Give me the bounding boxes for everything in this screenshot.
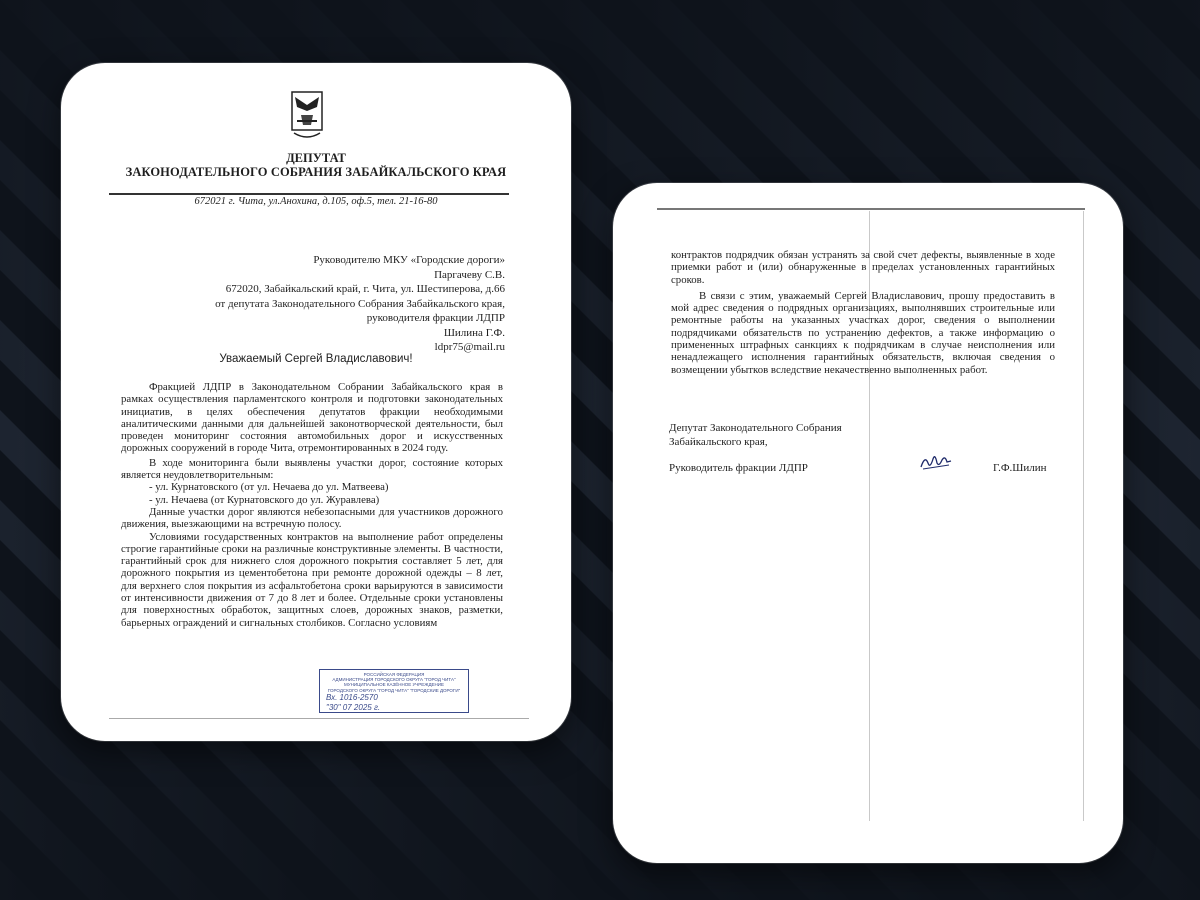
recipient-line: Паргачеву С.В. bbox=[434, 268, 505, 281]
recipient-line: руководителя фракции ЛДПР bbox=[366, 312, 505, 324]
letterhead-rule bbox=[109, 193, 509, 195]
body-paragraph: контрактов подрядчик обязан устранять за свой счет дефекты, выявленные в ходе приемки работ и (или) обнаруженные в пределах установленных гарантийных сроков. bbox=[671, 249, 1055, 286]
stamp-date: "30" 07 2025 г. bbox=[326, 702, 381, 712]
body-paragraph: Фракцией ЛДПР в Законодательном Собрании Забайкальского края в рамках осуществления парламентского контроля и подготовки законодательных инициатив, в целях обеспечения депутатов фракции необходимыми аналитическими данными для дальнейшей законотворческой деятельности, был проведен мониторинг состояния автомобильных дорог и искусственных дорожных сооружений в городе Чита, отремонтированных в 2024 году. bbox=[121, 381, 503, 455]
signature-role: Руководитель фракции ЛДПР bbox=[669, 462, 808, 474]
stamp-line: ГОРОДСКОГО ОКРУГА "ГОРОД ЧИТА" "ГОРОДСКИЕ ДОРОГИ" bbox=[327, 687, 461, 693]
greeting: Уважаемый Сергей Владиславович! bbox=[219, 353, 413, 365]
recipient-line: Руководителю МКУ «Городские дороги» bbox=[313, 254, 505, 266]
registration-stamp bbox=[319, 669, 469, 713]
list-item: - ул. Курнатовского (от ул. Нечаева до ул. Матвеева) bbox=[149, 481, 389, 494]
recipient-line: от депутата Законодательного Собрания Забайкальского края, bbox=[215, 297, 505, 310]
recipient-line: 672020, Забайкальский край, г. Чита, ул. Шестиперова, д.66 bbox=[225, 283, 505, 295]
signature-name: Г.Ф.Шилин bbox=[993, 462, 1047, 474]
stamp-line: РОССИЙСКАЯ ФЕДЕРАЦИЯ bbox=[363, 672, 425, 677]
stamp-line: АДМИНИСТРАЦИЯ ГОРОДСКОГО ОКРУГА "ГОРОД ЧИТА" bbox=[332, 677, 456, 683]
page-bottom-rule bbox=[109, 718, 529, 719]
document-page-1 bbox=[61, 63, 571, 741]
letterhead-address: 672021 г. Чита, ул.Анохина, д.105, оф.5, тел. 21-16-80 bbox=[194, 196, 438, 207]
signature-title-line: Забайкальского края, bbox=[669, 436, 768, 448]
stamp-number: Вх. 1016-2570 bbox=[326, 692, 378, 702]
document-page-2 bbox=[613, 183, 1123, 863]
recipient-line: Шилина Г.Ф. bbox=[443, 326, 505, 339]
letter-body-continued bbox=[671, 249, 1055, 376]
list-item: - ул. Нечаева (от Курнатовского до ул. Журавлева) bbox=[149, 493, 380, 506]
scan-edge-line bbox=[1083, 211, 1084, 821]
page-top-rule bbox=[657, 208, 1085, 210]
coat-of-arms-emblem bbox=[291, 91, 323, 141]
body-paragraph: Условиями государственных контрактов на выполнение работ определены строгие гарантийные сроки на различные конструктивные элементы. В частности, гарантийный срок для нижнего слоя дорожного покрытия составляет 5 лет, для дорожного покрытия из цементобетона при ремонте дорожной одежды – 8 лет, для верхнего слоя покрытия из асфальтобетона сроки варьируются в зависимости от интенсивности движения от 7 до 8 лет и более. Отдельные сроки установлены для поверхностных обработок, защитных слоев, дорожных знаков, разметки, барьерных ограждений и сигнальных столбиков. Согласно условиям bbox=[121, 530, 503, 629]
body-paragraph: В ходе мониторинга были выявлены участки дорог, состояние которых является неудовлетворительным: bbox=[121, 456, 503, 482]
signature-title-line: Депутат Законодательного Собрания bbox=[669, 422, 842, 434]
body-paragraph: Данные участки дорог являются небезопасными для участников дорожного движения, выезжающими на встречную полосу. bbox=[121, 505, 503, 531]
letterhead-subtitle: ЗАКОНОДАТЕЛЬНОГО СОБРАНИЯ ЗАБАЙКАЛЬСКОГО КРАЯ bbox=[125, 165, 507, 179]
signature-title bbox=[669, 421, 842, 449]
body-paragraph: В связи с этим, уважаемый Сергей Владиславович, прошу предоставить в мой адрес сведения о подрядных организациях, выполнявших строительные или ремонтные работы на указанных участках дорог, сведения о выполнении подрядчиками обязательств по устранению дефектов, а также информацию о примененных штрафных санкциях к подрядчикам в случае неисполнения или ненадлежащего исполнения гарантийных обязательств, включая сведения о возмещении убытков вследствие некачественно выполненных работ. bbox=[671, 289, 1055, 376]
stamp-line: МУНИЦИПАЛЬНОЕ КАЗЁННОЕ УЧРЕЖДЕНИЕ bbox=[344, 682, 444, 688]
handwritten-signature bbox=[919, 451, 953, 473]
recipient-block bbox=[165, 253, 505, 355]
letter-body bbox=[121, 381, 503, 629]
letterhead-title: ДЕПУТАТ bbox=[286, 151, 346, 165]
recipient-email: ldpr75@mail.ru bbox=[434, 341, 505, 353]
